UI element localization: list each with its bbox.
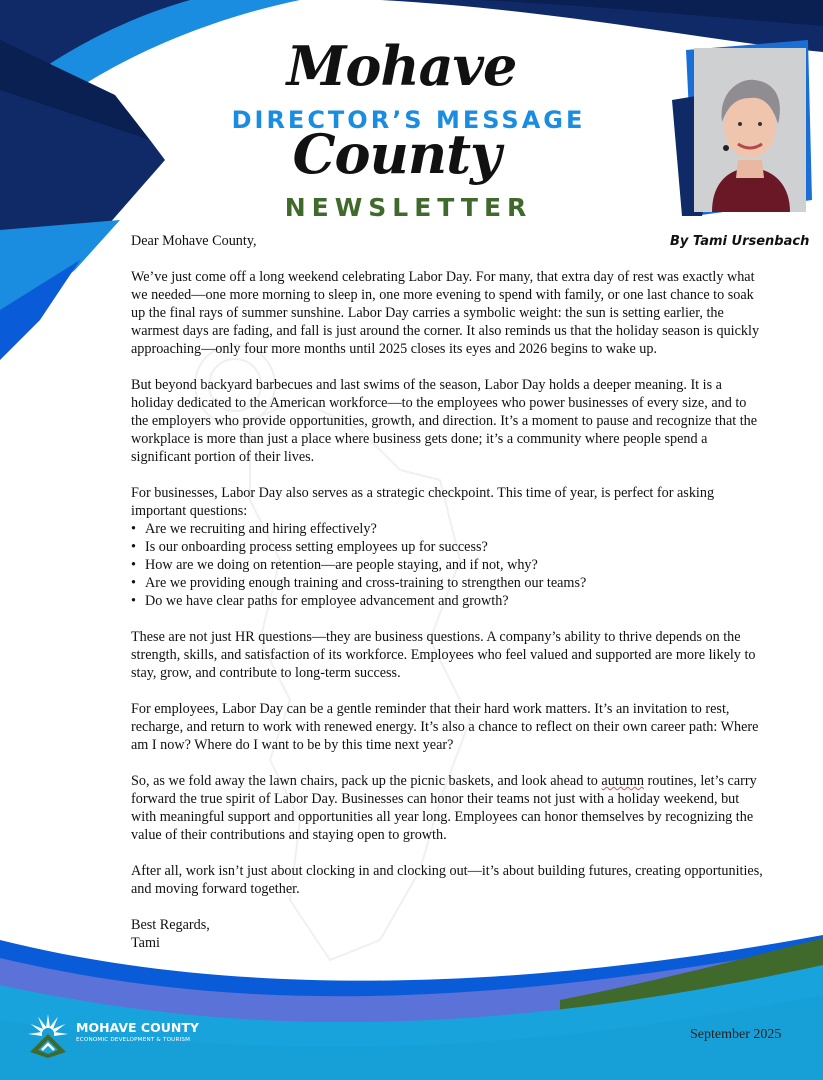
masthead-county: County (292, 122, 501, 186)
paragraph-6-start: So, as we fold away the lawn chairs, pack up the picnic baskets, and look ahead to (131, 773, 602, 789)
paragraph-1: We’ve just come off a long weekend celebrating Labor Day. For many, that extra day of rest was exactly what we needed—one more morning to sleep in, one more evening to spend with family, or one last chance to soak up the final rays of summer sunshine. Labor Day carries a symbolic weight: the sun is setting earlier, the warmest days are fading, and fall is just around the corner. It also reminds us that the holiday season is quickly approaching—only four more months until 2025 closes its eyes and 2026 begins to wake up. (131, 269, 760, 357)
paragraph-7: After all, work isn’t just about clocking in and clocking out—it’s about building futures, creating opportunities, and moving forward together. (131, 863, 763, 897)
paragraph-6 (131, 772, 763, 844)
list-item: • How are we doing on retention—are people staying, and if not, why? (131, 556, 763, 574)
list-item: • Are we recruiting and hiring effectively? (131, 520, 763, 538)
paragraph-3: For businesses, Labor Day also serves as a strategic checkpoint. This time of year, is perfect for asking important questions: (131, 485, 715, 519)
letter-body (131, 232, 763, 952)
masthead-directors-message: DIRECTOR’S MESSAGE (231, 106, 586, 134)
masthead-mohave: Mohave (286, 34, 517, 98)
paragraph-4: These are not just HR questions—they are business questions. A company’s ability to thrive depends on the strength, skills, and satisfaction of its workforce. Employees who feel valued and supported are more likely to stay, grow, and contribute to long-term success. (131, 629, 756, 681)
logo-title: MOHAVE COUNTY (76, 1020, 199, 1035)
author-photo (690, 52, 812, 230)
mohave-county-sunburst-logo-icon (24, 1012, 72, 1060)
closing (131, 916, 763, 952)
spellcheck-word: autumn (601, 773, 644, 789)
paragraph-5: For employees, Labor Day can be a gentle reminder that their hard work matters. It’s an invitation to rest, recharge, and return to work with renewed energy. It’s also a chance to reflect on their own career path: Where am I now? Where do I want to be by this time next year? (131, 701, 759, 753)
paragraph-2: But beyond backyard barbecues and last swims of the season, Labor Day holds a deeper meaning. It is a holiday dedicated to the American workforce—to the employees who power businesses of every size, and to the employers who provide opportunities, growth, and direction. It’s a moment to pause and recognize that the workplace is more than just a place where business gets done; it’s a community where people spend a significant portion of their lives. (131, 377, 758, 465)
list-item: • Are we providing enough training and cross-training to strengthen our teams? (131, 574, 763, 592)
logo-subtitle: ECONOMIC DEVELOPMENT & TOURISM (76, 1037, 191, 1043)
greeting: Dear Mohave County, (131, 233, 257, 249)
mohave-county-logo (24, 1010, 204, 1062)
issue-date: September 2025 (690, 1027, 782, 1042)
question-list (131, 520, 763, 610)
closing-line: Best Regards, (131, 917, 210, 933)
portrait-icon (672, 40, 812, 220)
masthead-newsletter: NEWSLETTER (284, 193, 533, 222)
paragraph-6-end: routines, let’s carry forward the true spirit of Labor Day. Businesses can honor their teams not just with a holiday weekend, but with meaningful support and opportunities all year long. Employees can honor themselves by recognizing the value of their contributions and staying open to growth. (131, 773, 757, 843)
signature: Tami (131, 935, 160, 951)
list-item: • Is our onboarding process setting employees up for success? (131, 538, 763, 556)
list-item: • Do we have clear paths for employee advancement and growth? (131, 592, 763, 610)
byline: By Tami Ursenbach (670, 234, 810, 249)
